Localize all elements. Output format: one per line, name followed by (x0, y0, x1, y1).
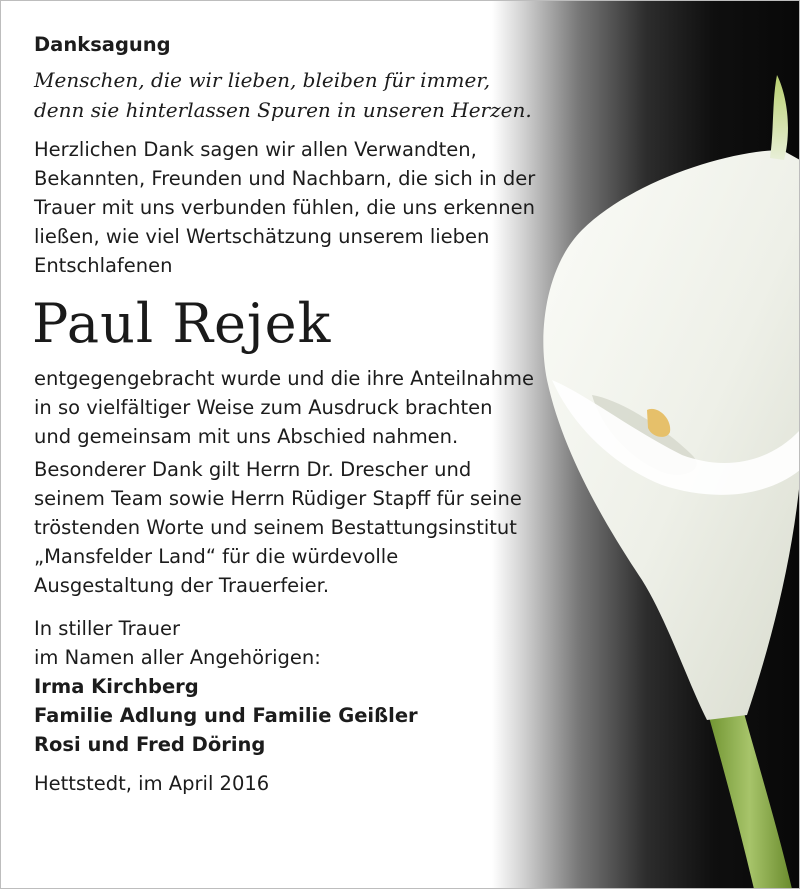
text-line: Entschlafenen (34, 254, 173, 277)
text-line: in so vielfältiger Weise zum Ausdruck brachten (34, 396, 493, 419)
mourning-block (34, 614, 594, 759)
text-line: In stiller Trauer (34, 617, 180, 640)
thanks-continued (34, 364, 594, 451)
motto-quote (34, 65, 594, 125)
deceased-name: Paul Rejek (32, 292, 332, 355)
text-line: ließen, wie viel Wertschätzung unserem lieben (34, 225, 490, 248)
text-line: Trauer mit uns verbunden fühlen, die uns erkennen (34, 196, 536, 219)
special-thanks (34, 455, 594, 600)
text-line: seinem Team sowie Herrn Rüdiger Stapff für seine (34, 487, 522, 510)
motto-line: denn sie hinterlassen Spuren in unseren Herzen. (34, 98, 532, 122)
text-line: Besonderer Dank gilt Herrn Dr. Drescher und (34, 458, 472, 481)
text-line: und gemeinsam mit uns Abschied nahmen. (34, 425, 459, 448)
text-line: „Mansfelder Land“ für die würdevolle (34, 545, 399, 568)
mourner-name: Irma Kirchberg (34, 675, 199, 698)
place-date: Hettstedt, im April 2016 (34, 772, 270, 795)
thanks-intro (34, 135, 594, 280)
mourner-name: Rosi und Fred Döring (34, 733, 266, 756)
notice-heading: Danksagung (34, 33, 171, 56)
text-line: Bekannten, Freunden und Nachbarn, die sich in der (34, 167, 536, 190)
mourner-name: Familie Adlung und Familie Geißler (34, 704, 418, 727)
text-line: Ausgestaltung der Trauerfeier. (34, 574, 330, 597)
notice-text (34, 30, 594, 798)
text-line: tröstenden Worte und seinem Bestattungsinstitut (34, 516, 517, 539)
text-line: im Namen aller Angehörigen: (34, 646, 321, 669)
motto-line: Menschen, die wir lieben, bleiben für immer, (34, 68, 491, 92)
text-line: Herzlichen Dank sagen wir allen Verwandten, (34, 138, 477, 161)
text-line: entgegengebracht wurde und die ihre Anteilnahme (34, 367, 534, 390)
